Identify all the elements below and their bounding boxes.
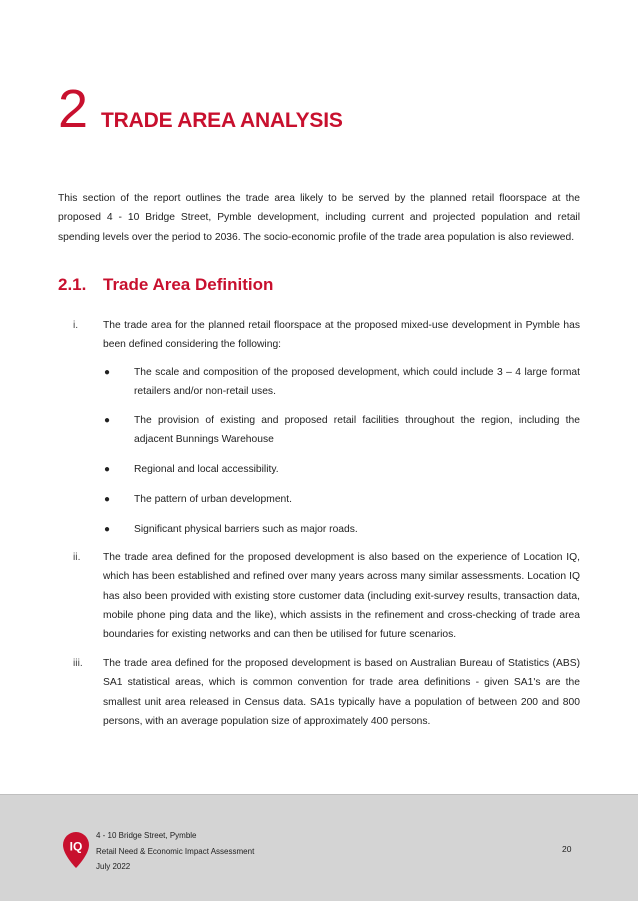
footer-address: 4 - 10 Bridge Street, Pymble (96, 831, 197, 840)
bullet-dot-icon: ● (104, 524, 111, 535)
bullet-text: The provision of existing and proposed retail facilities throughout the region, including the adjacent Bunnings Warehouse (134, 415, 580, 446)
list-item-text: The trade area defined for the proposed development is based on Australian Bureau of Statistics (ABS) SA1 statistical areas, which is common convention for trade area definitions - given SA1's are the smallest unit area released in Census data. SA1s typically have a population of between 200 and 800 persons, with an average population size of approximately 400 persons. (103, 658, 580, 727)
bullet-dot-icon: ● (104, 494, 111, 505)
list-item-text: The trade area defined for the proposed development is also based on the experience of Location IQ, which has been established and refined over many years across many similar assessments. Location IQ has also been provided with existing store customer data (including exit-survey results, transaction data, mobile phone ping data and the like), which assists in the refinement and cross-checking of trade area boundaries for existing networks and can then be utilised for future scenarios. (103, 552, 580, 641)
list-item-marker: iii. (73, 658, 83, 669)
bullet-dot-icon: ● (104, 367, 111, 378)
list-item-marker: ii. (73, 552, 81, 563)
section-number: 2.1. (58, 275, 87, 294)
page-number: 20 (562, 844, 572, 854)
bullet-item (58, 490, 580, 509)
chapter-title: TRADE AREA ANALYSIS (101, 109, 343, 132)
chapter-heading (58, 79, 343, 139)
bullet-text: Regional and local accessibility. (134, 464, 279, 475)
bullet-dot-icon: ● (104, 415, 111, 426)
page-footer (0, 794, 638, 901)
bullet-text: The scale and composition of the proposed development, which could include 3 – 4 large format retailers and/or non-retail uses. (134, 367, 580, 398)
list-item (58, 654, 580, 731)
intro-paragraph: This section of the report outlines the trade area likely to be served by the planned retail floorspace at the proposed 4 - 10 Bridge Street, Pymble development, including current and projected population and retail spending levels over the period to 2036. The socio-economic profile of the trade area population is also reviewed. (58, 193, 580, 243)
footer-info (96, 828, 254, 875)
bullet-item (58, 411, 580, 450)
location-pin-icon (61, 831, 91, 869)
footer-report-title: Retail Need & Economic Impact Assessment (96, 846, 255, 856)
bullet-text: The pattern of urban development. (134, 494, 292, 505)
bullet-text: Significant physical barriers such as major roads. (134, 524, 358, 535)
logo-text: IQ (69, 839, 83, 854)
list-item-marker: i. (73, 320, 79, 331)
section-heading (58, 275, 273, 295)
list-item-text: The trade area for the planned retail floorspace at the proposed mixed-use development in Pymble has been defined considering the following: (103, 320, 580, 351)
footer-date: July 2022 (96, 862, 131, 871)
bullet-item (58, 363, 580, 402)
chapter-number: 2 (58, 79, 89, 139)
section-title: Trade Area Definition (103, 275, 274, 294)
bullet-item (58, 460, 580, 479)
list-item (58, 548, 580, 644)
bullet-item (58, 520, 580, 539)
bullet-dot-icon: ● (104, 464, 111, 475)
list-item (58, 316, 580, 355)
